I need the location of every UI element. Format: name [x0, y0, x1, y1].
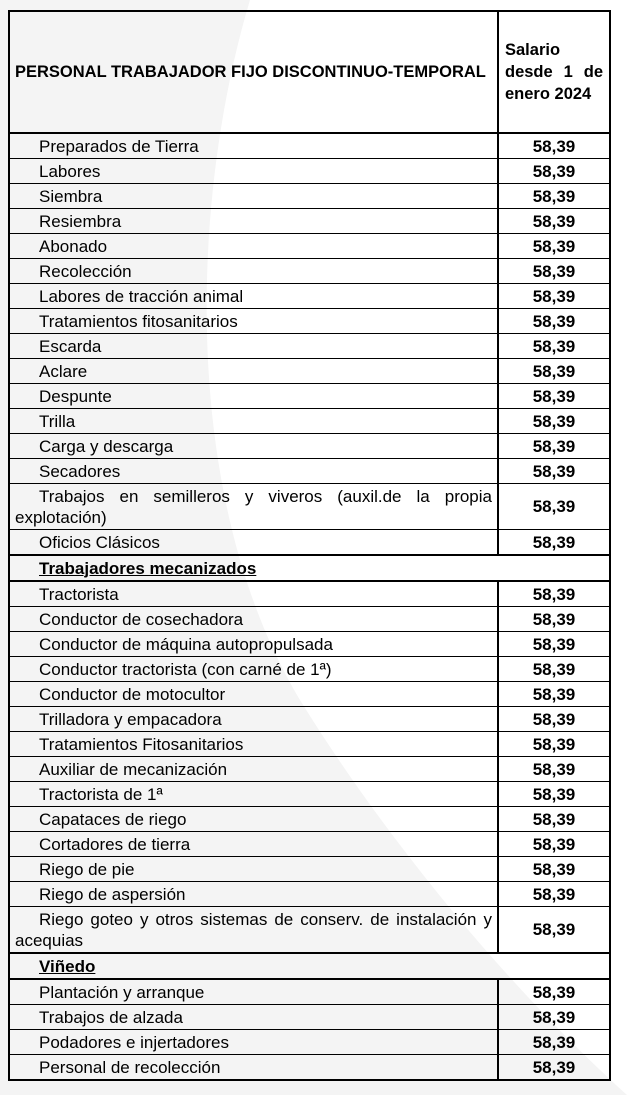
salary-value: 58,39 — [498, 309, 610, 334]
salary-value: 58,39 — [498, 807, 610, 832]
section-header-row — [9, 953, 610, 979]
table-header-row — [9, 11, 610, 133]
job-name: Tratamientos fitosanitarios — [9, 309, 498, 334]
salary-value: 58,39 — [498, 757, 610, 782]
job-name: Secadores — [9, 459, 498, 484]
salary-value: 58,39 — [498, 979, 610, 1005]
table-row — [9, 234, 610, 259]
job-name: Tractorista — [9, 581, 498, 607]
job-name: Cortadores de tierra — [9, 832, 498, 857]
table-row — [9, 384, 610, 409]
job-name: Plantación y arranque — [9, 979, 498, 1005]
salary-value: 58,39 — [498, 581, 610, 607]
job-name: Oficios Clásicos — [9, 530, 498, 556]
job-name: Labores — [9, 159, 498, 184]
salary-value: 58,39 — [498, 484, 610, 530]
table-row — [9, 1055, 610, 1081]
table-row — [9, 133, 610, 159]
job-name: Personal de recolección — [9, 1055, 498, 1081]
table-row — [9, 1005, 610, 1030]
salary-value: 58,39 — [498, 707, 610, 732]
job-name: Riego goteo y otros sistemas de conserv. de instalación y acequias — [9, 907, 498, 954]
salary-value: 58,39 — [498, 607, 610, 632]
job-name: Riego de pie — [9, 857, 498, 882]
salary-value: 58,39 — [498, 259, 610, 284]
table-row — [9, 434, 610, 459]
table-row — [9, 979, 610, 1005]
table-row — [9, 184, 610, 209]
salary-value: 58,39 — [498, 832, 610, 857]
job-name: Trilla — [9, 409, 498, 434]
table-row — [9, 359, 610, 384]
job-name: Trabajos en semilleros y viveros (auxil.de la propia explotación) — [9, 484, 498, 530]
job-name: Recolección — [9, 259, 498, 284]
category-header: PERSONAL TRABAJADOR FIJO DISCONTINUO-TEMPORAL — [9, 11, 498, 133]
salary-value: 58,39 — [498, 334, 610, 359]
job-name: Despunte — [9, 384, 498, 409]
salary-header: Salario desde 1 de enero 2024 — [498, 11, 610, 133]
salary-value: 58,39 — [498, 857, 610, 882]
salary-value: 58,39 — [498, 234, 610, 259]
job-name: Trabajos de alzada — [9, 1005, 498, 1030]
job-name: Auxiliar de mecanización — [9, 757, 498, 782]
salary-value: 58,39 — [498, 682, 610, 707]
job-name: Resiembra — [9, 209, 498, 234]
table-row — [9, 832, 610, 857]
table-row — [9, 632, 610, 657]
job-name: Conductor de motocultor — [9, 682, 498, 707]
table-row — [9, 209, 610, 234]
salary-value: 58,39 — [498, 530, 610, 556]
job-name: Capataces de riego — [9, 807, 498, 832]
table-row — [9, 309, 610, 334]
job-name: Aclare — [9, 359, 498, 384]
salary-value: 58,39 — [498, 409, 610, 434]
salary-table — [8, 10, 611, 1081]
job-name: Conductor de máquina autopropulsada — [9, 632, 498, 657]
salary-value: 58,39 — [498, 907, 610, 954]
job-name: Riego de aspersión — [9, 882, 498, 907]
salary-value: 58,39 — [498, 1005, 610, 1030]
table-row — [9, 857, 610, 882]
job-name: Preparados de Tierra — [9, 133, 498, 159]
salary-value: 58,39 — [498, 882, 610, 907]
job-name: Tractorista de 1ª — [9, 782, 498, 807]
salary-value: 58,39 — [498, 133, 610, 159]
table-row — [9, 807, 610, 832]
salary-value: 58,39 — [498, 434, 610, 459]
table-row — [9, 484, 610, 530]
table-row — [9, 159, 610, 184]
salary-value: 58,39 — [498, 359, 610, 384]
salary-value: 58,39 — [498, 384, 610, 409]
table-row — [9, 581, 610, 607]
salary-value: 58,39 — [498, 459, 610, 484]
table-row — [9, 259, 610, 284]
table-row — [9, 682, 610, 707]
section-title: Trabajadores mecanizados — [9, 555, 610, 581]
salary-value: 58,39 — [498, 209, 610, 234]
table-row — [9, 1030, 610, 1055]
table-row — [9, 657, 610, 682]
section-header-row — [9, 555, 610, 581]
job-name: Siembra — [9, 184, 498, 209]
salary-value: 58,39 — [498, 632, 610, 657]
table-row — [9, 882, 610, 907]
table-row — [9, 782, 610, 807]
table-row — [9, 757, 610, 782]
table-row — [9, 732, 610, 757]
table-row — [9, 530, 610, 556]
salary-value: 58,39 — [498, 284, 610, 309]
salary-value: 58,39 — [498, 1030, 610, 1055]
job-name: Trilladora y empacadora — [9, 707, 498, 732]
job-name: Carga y descarga — [9, 434, 498, 459]
job-name: Podadores e injertadores — [9, 1030, 498, 1055]
salary-value: 58,39 — [498, 1055, 610, 1081]
table-row — [9, 907, 610, 954]
job-name: Tratamientos Fitosanitarios — [9, 732, 498, 757]
table-row — [9, 334, 610, 359]
salary-value: 58,39 — [498, 184, 610, 209]
job-name: Labores de tracción animal — [9, 284, 498, 309]
salary-value: 58,39 — [498, 782, 610, 807]
table-row — [9, 284, 610, 309]
salary-value: 58,39 — [498, 657, 610, 682]
table-row — [9, 459, 610, 484]
job-name: Escarda — [9, 334, 498, 359]
section-title: Viñedo — [9, 953, 610, 979]
job-name: Abonado — [9, 234, 498, 259]
job-name: Conductor tractorista (con carné de 1ª) — [9, 657, 498, 682]
salary-value: 58,39 — [498, 732, 610, 757]
table-row — [9, 707, 610, 732]
job-name: Conductor de cosechadora — [9, 607, 498, 632]
table-row — [9, 607, 610, 632]
salary-value: 58,39 — [498, 159, 610, 184]
table-row — [9, 409, 610, 434]
